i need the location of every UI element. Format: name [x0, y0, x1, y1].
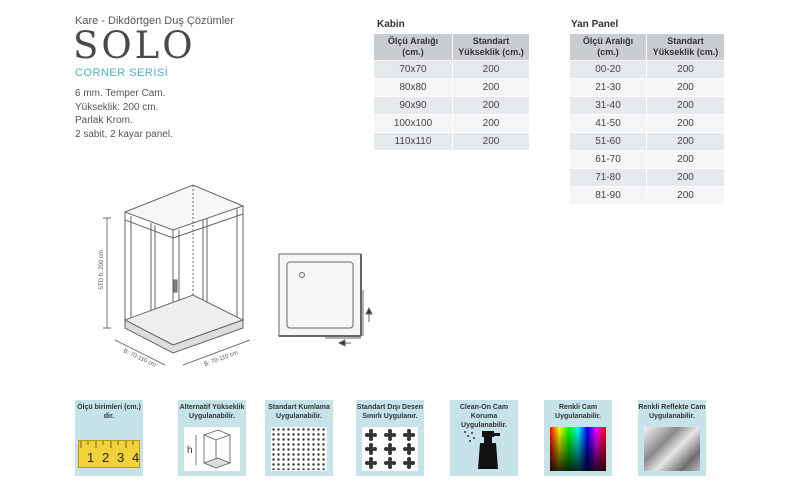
cell-size: 90x90	[374, 97, 453, 115]
color-spectrum-icon	[550, 427, 606, 471]
cell-size: 51-60	[570, 133, 647, 151]
cell-height: 200	[647, 115, 725, 133]
table-row	[374, 97, 530, 115]
cell-size: 21-30	[570, 79, 647, 97]
cell-size: 00-20	[570, 61, 647, 79]
feature-caption: Renkli Reflekte Cam Uygulanabilir.	[638, 404, 706, 420]
table-row	[570, 115, 725, 133]
cell-height: 200	[453, 97, 530, 115]
cell-height: 200	[647, 151, 725, 169]
depth-dimension-label: B: 70-110 cm	[203, 350, 239, 368]
table-row	[374, 61, 530, 79]
yan-panel-table-title: Yan Panel	[571, 19, 619, 30]
kabin-table-title: Kabin	[377, 19, 405, 30]
feature-caption: Standart Dışı Desen Sınırlı Uygulanır.	[356, 404, 424, 420]
cell-size: 31-40	[570, 97, 647, 115]
spec-item: 6 mm. Temper Cam.	[75, 88, 166, 99]
cell-height: 200	[647, 79, 725, 97]
table-row	[570, 151, 725, 169]
cell-height: 200	[453, 61, 530, 79]
feature-caption: Renkli Cam Uygulanabilir.	[555, 404, 601, 420]
reflective-glass-icon	[644, 427, 700, 471]
cell-height: 200	[647, 133, 725, 151]
cell-height: 200	[647, 169, 725, 187]
feature-colored-glass	[544, 400, 612, 476]
ruler-icon	[78, 440, 140, 468]
feature-caption: Standart Kumlama Uygulanabilir.	[268, 404, 330, 420]
column-header: Ölçü Aralığı (cm.)	[374, 34, 453, 61]
feature-units	[75, 400, 143, 476]
height-dimension-label: STD h: 200 cm	[99, 249, 105, 290]
feature-alt-height	[178, 400, 246, 476]
cell-height: 200	[647, 97, 725, 115]
table-row	[570, 97, 725, 115]
spec-item: Yükseklik: 200 cm.	[75, 101, 159, 113]
table-row	[374, 133, 530, 151]
series-name: CORNER SERİSİ	[75, 67, 169, 79]
column-header: Ölçü Aralığı (cm.)	[570, 34, 647, 61]
feature-reflective-glass	[638, 400, 706, 476]
feature-pattern	[356, 400, 424, 476]
flower-pattern-icon	[362, 427, 418, 471]
sandblast-dots-icon	[271, 427, 327, 471]
table-row	[374, 115, 530, 133]
cell-size: 81-90	[570, 187, 647, 205]
cabin-diagram	[95, 180, 270, 380]
spray-bottle-icon	[456, 427, 512, 471]
cell-height: 200	[453, 115, 530, 133]
cell-size: 80x80	[374, 79, 453, 97]
table-row	[570, 187, 725, 205]
width-dimension-label: B: 70-110 cm	[122, 348, 157, 369]
ruler-number: 4	[132, 450, 140, 465]
cell-size: 41-50	[570, 115, 647, 133]
height-cabin-icon	[184, 427, 240, 471]
column-header: Standart Yükseklik (cm.)	[453, 34, 530, 61]
cell-size: 100x100	[374, 115, 453, 133]
spec-item: Parlak Krom.	[75, 115, 133, 126]
table-row	[570, 169, 725, 187]
table-row	[570, 61, 725, 79]
cell-height: 200	[647, 187, 725, 205]
product-name: SOLO	[73, 24, 196, 67]
yan-panel-table	[569, 33, 725, 205]
height-letter: h	[187, 445, 193, 456]
feature-caption: Clean-On Cam Koruma Uygulanabilir.	[459, 404, 509, 429]
kabin-table	[373, 33, 530, 151]
table-row	[374, 79, 530, 97]
product-subtitle: Kare - Dikdörtgen Duş Çözümler	[75, 15, 234, 27]
feature-caption: Ölçü birimleri (cm.) dir.	[77, 404, 141, 420]
cell-size: 110x110	[374, 133, 453, 151]
cell-height: 200	[647, 61, 725, 79]
cell-size: 70x70	[374, 61, 453, 79]
feature-clean-on	[450, 400, 518, 476]
cell-height: 200	[453, 133, 530, 151]
table-row	[570, 79, 725, 97]
ruler-number: 3	[117, 450, 125, 465]
cell-size: 71-80	[570, 169, 647, 187]
top-view-diagram	[275, 250, 385, 350]
feature-caption: Alternatif Yükseklik Uygulanabilir.	[179, 404, 245, 420]
cell-height: 200	[453, 79, 530, 97]
cell-size: 61-70	[570, 151, 647, 169]
spec-item: 2 sabit, 2 kayar panel.	[75, 128, 173, 140]
table-row	[570, 133, 725, 151]
column-header: Standart Yükseklik (cm.)	[647, 34, 725, 61]
spec-list	[75, 87, 173, 141]
feature-sandblast	[265, 400, 333, 476]
ruler-number: 1	[87, 450, 95, 465]
ruler-number: 2	[102, 450, 110, 465]
